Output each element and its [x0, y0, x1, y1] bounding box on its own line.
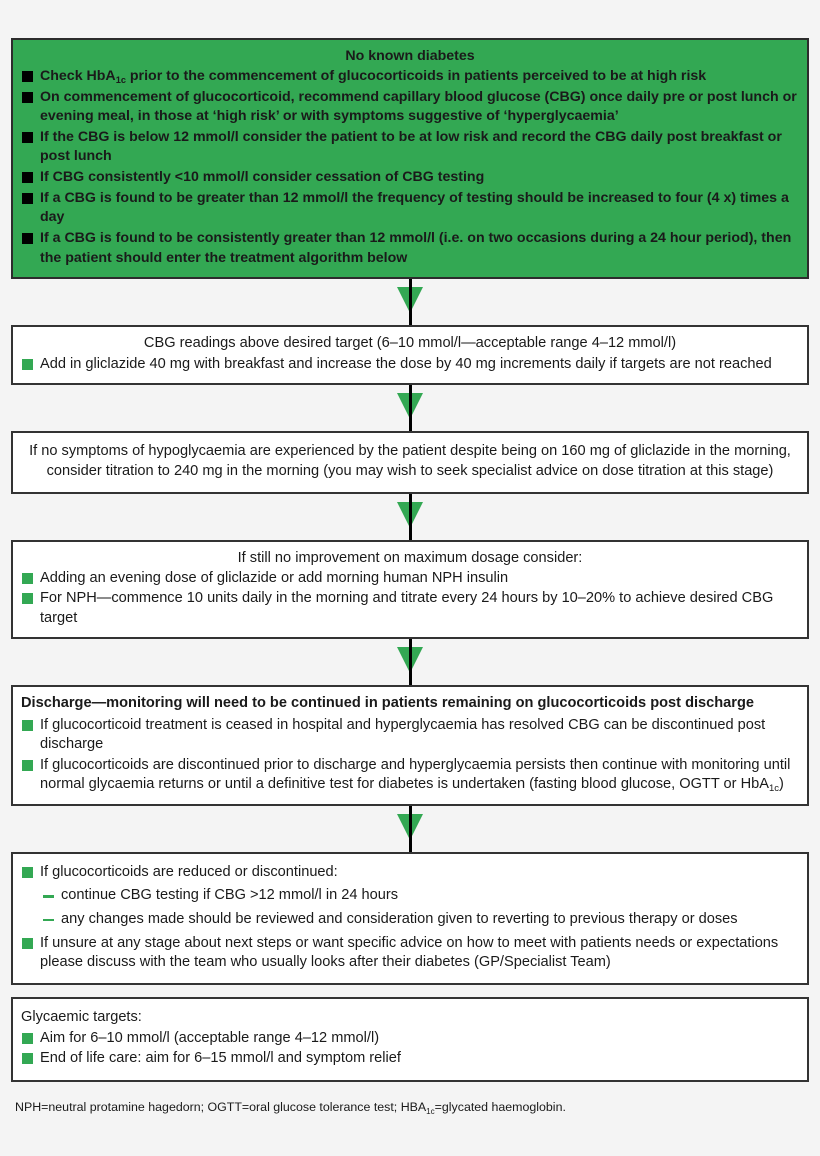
bullet-text: If glucocorticoids are discontinued prior to discharge and hyperglycaemia persists then continue with monitoring until normal glycaemia returns or until a definitive test for diabetes is undertaken (fasting blood glucose, OGTT or HbA$_{1c}$): [40, 756, 791, 795]
no-known-diabetes-title: No known diabetes: [345, 48, 475, 64]
square-bullet-icon: [22, 1053, 33, 1064]
sub-list-item: [43, 910, 799, 930]
list-item: [21, 1029, 799, 1049]
square-bullet-icon: [22, 1033, 33, 1044]
flow-box-cbg-readings: [11, 325, 809, 385]
cbg-readings-title: CBG readings above desired target (6–10 mmol/l—acceptable range 4–12 mmol/l): [143, 335, 677, 352]
footnote-abbreviations: NPH=neutral protamine hagedorn; OGTT=oral glucose tolerance test; $HBA_{1c}=glycated$ haemoglobin.: [15, 1099, 566, 1116]
list-item: [21, 569, 799, 589]
list-item: [21, 1049, 799, 1069]
glycaemic-targets-title: Glycaemic targets:: [21, 1008, 142, 1025]
sub-list-item: [43, 886, 799, 906]
bullet-text: If CBG consistently <10 mmol/l consider cessation of CBG testing: [40, 169, 485, 186]
square-bullet-icon: [22, 760, 33, 771]
square-bullet-icon: [22, 193, 33, 204]
bullet-text: If a CBG is found to be consistently greater than 12 mmol/l (i.e. on two occasions during a 24 hour period), then the patient should enter the treatment algorithm below: [40, 230, 792, 266]
flow-connector-arrow: [11, 279, 809, 325]
list-item: [21, 589, 799, 628]
list-item: [21, 229, 799, 268]
bullet-text: If a CBG is found to be greater than 12 mmol/l the frequency of testing should be increased to four (4 x) times a day: [40, 190, 789, 226]
list-item: [21, 934, 799, 973]
list-item: [21, 863, 799, 883]
list-item: [21, 128, 799, 167]
flow-box-glycaemic-targets: [11, 997, 809, 1082]
flow-connector-arrow: [11, 494, 809, 540]
square-bullet-icon: [22, 938, 33, 949]
bullet-text: If glucocorticoid treatment is ceased in hospital and hyperglycaemia has resolved CBG can be discontinued post discharge: [40, 716, 766, 753]
sub-bullet-text: any changes made should be reviewed and consideration given to reverting to previous therapy or doses: [61, 910, 738, 927]
list-item: [21, 67, 799, 86]
connector-line: [409, 639, 412, 685]
list-item: [21, 355, 799, 375]
dash-bullet-icon: [43, 895, 54, 898]
bullet-text: Check HbA$_{1c}$ prior to the commencement of glucocorticoids in patients perceived to be at high risk: [40, 68, 707, 86]
connector-line: [409, 279, 412, 325]
bullet-text: End of life care: aim for 6–15 mmol/l and symptom relief: [40, 1050, 401, 1067]
bullet-text: Aim for 6–10 mmol/l (acceptable range 4–12 mmol/l): [40, 1029, 380, 1046]
flow-box-titration: [11, 431, 809, 493]
square-bullet-icon: [22, 359, 33, 370]
square-bullet-icon: [22, 867, 33, 878]
connector-line: [409, 494, 412, 540]
flow-connector-arrow: [11, 806, 809, 852]
bullet-text: On commencement of glucocorticoid, recommend capillary blood glucose (CBG) once daily pre or post lunch or evening meal, in those at ‘high risk’ or with symptoms suggestive of ‘hyperglycaemia’: [40, 89, 797, 125]
bullet-text: If the CBG is below 12 mmol/l consider the patient to be at low risk and record the CBG daily post breakfast or post lunch: [40, 129, 782, 165]
bullet-text: Adding an evening dose of gliclazide or add morning human NPH insulin: [40, 569, 509, 586]
flow-connector-arrow: [11, 385, 809, 431]
list-item: [21, 716, 799, 755]
flow-box-discharge: [11, 685, 809, 805]
square-bullet-icon: [22, 573, 33, 584]
max-dosage-title: If still no improvement on maximum dosage consider:: [237, 549, 583, 566]
square-bullet-icon: [22, 71, 33, 82]
list-item: [21, 756, 799, 795]
titration-text: If no symptoms of hypoglycaemia are experienced by the patient despite being on 160 mg of gliclazide in the morning, consider titration to 240 mg in the morning (you may wish to seek specialist advice on dose titration at this stage): [29, 443, 791, 479]
spacer: [11, 985, 809, 997]
list-item: [21, 168, 799, 187]
list-item: [21, 189, 799, 228]
bullet-text: If glucocorticoids are reduced or discontinued:: [40, 863, 338, 880]
connector-line: [409, 385, 412, 431]
dash-bullet-icon: [43, 919, 54, 922]
bullet-text: For NPH—commence 10 units daily in the morning and titrate every 24 hours by 10–20% to achieve desired CBG target: [40, 590, 774, 626]
sub-bullet-text: continue CBG testing if CBG >12 mmol/l in 24 hours: [61, 887, 399, 904]
square-bullet-icon: [22, 172, 33, 183]
discharge-heading: Discharge—monitoring will need to be continued in patients remaining on glucocorticoids post discharge: [21, 695, 755, 712]
square-bullet-icon: [22, 720, 33, 731]
flow-box-no-known-diabetes: [11, 38, 809, 279]
flow-box-reduced-discontinued: [11, 852, 809, 985]
flow-box-max-dosage: [11, 540, 809, 640]
bullet-text: Add in gliclazide 40 mg with breakfast and increase the dose by 40 mg increments daily if targets are not reached: [40, 355, 772, 372]
list-item: [21, 88, 799, 127]
square-bullet-icon: [22, 132, 33, 143]
connector-line: [409, 806, 412, 852]
square-bullet-icon: [22, 233, 33, 244]
square-bullet-icon: [22, 593, 33, 604]
square-bullet-icon: [22, 92, 33, 103]
flow-connector-arrow: [11, 639, 809, 685]
bullet-text: If unsure at any stage about next steps or want specific advice on how to meet with patients needs or expectations please discuss with the team who usually looks after their diabetes (GP/Specialist Team): [40, 934, 779, 971]
